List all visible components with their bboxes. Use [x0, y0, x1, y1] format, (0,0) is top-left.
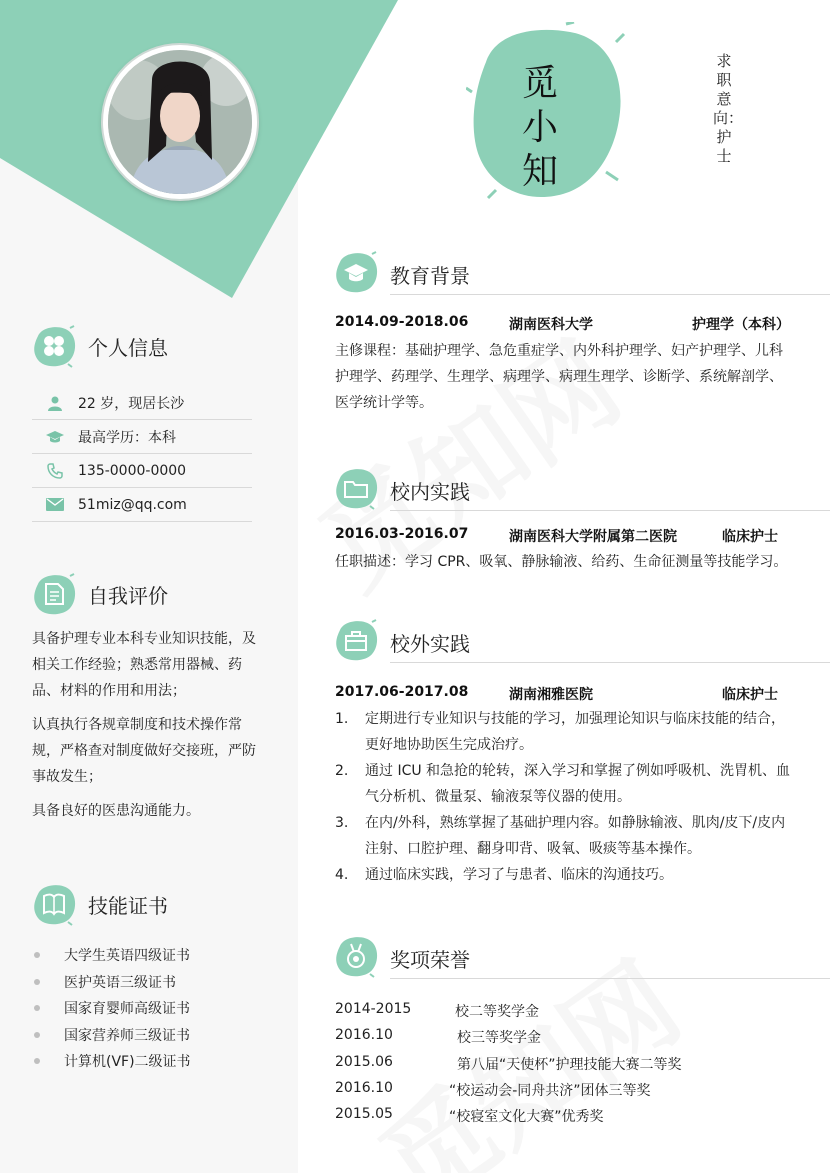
cert-text: 国家育婴师高级证书	[64, 1001, 190, 1018]
user-icon	[47, 395, 63, 411]
award-date: 2016.10	[335, 1027, 393, 1044]
item-number: 1.	[335, 711, 349, 727]
personal-info-heading	[32, 324, 168, 368]
certificates-heading	[32, 882, 168, 926]
list-item	[32, 1048, 191, 1075]
email-icon	[46, 498, 64, 511]
avatar	[103, 45, 257, 199]
award-row	[335, 998, 795, 1024]
school: 湖南医科大学	[509, 317, 593, 333]
info-phone	[32, 454, 252, 488]
divider	[390, 510, 830, 511]
section-title: 校外实践	[390, 632, 470, 656]
award-date: 2015.06	[335, 1053, 393, 1070]
award-name: “校寝室文化大赛”优秀奖	[449, 1109, 604, 1126]
name-char: 小	[521, 107, 558, 148]
heading-blob	[32, 324, 76, 368]
list-item	[32, 969, 191, 996]
courses: 主修课程：基础护理学、急危重症学、内外科护理学、妇产护理学、儿科护理学、药理学、生理学、病理学、病理生理学、诊断学、系统解剖学、医学统计学等。	[335, 343, 783, 411]
person-name	[518, 62, 562, 194]
name-char: 知	[521, 151, 558, 192]
item-number: 3.	[335, 815, 349, 831]
bullet-icon	[34, 952, 40, 958]
heading-blob	[32, 882, 76, 926]
list-item	[335, 706, 795, 758]
heading-blob	[334, 466, 378, 510]
self-evaluation-text	[32, 626, 264, 832]
campus-description: 任职描述：学习 CPR、吸氧、静脉输液、给药、生命征测量等技能学习。	[335, 554, 788, 570]
organization: 湖南医科大学附属第二医院	[509, 529, 677, 545]
graduation-cap-icon	[334, 250, 378, 294]
organization: 湖南湘雅医院	[509, 687, 593, 703]
bullet-icon	[34, 979, 40, 985]
paragraph: 具备护理专业本科专业知识技能，及相关工作经验；熟悉常用器械、药品、材料的作用和用法；	[32, 631, 256, 699]
section-title: 自我评价	[88, 583, 168, 608]
list-item	[335, 862, 795, 888]
info-age	[32, 386, 252, 420]
item-text: 定期进行专业知识与技能的学习，加强理论知识与临床技能的结合，更好地协助医生完成治疗。	[365, 711, 785, 753]
portrait-icon	[108, 50, 252, 194]
section-title: 技能证书	[88, 893, 168, 918]
award-name: 第八届“天使杯”护理技能大赛二等奖	[457, 1056, 682, 1073]
awards-list	[335, 998, 795, 1129]
section-title: 奖项荣誉	[390, 948, 470, 972]
list-item	[32, 942, 191, 969]
cert-text: 国家营养师三级证书	[64, 1027, 190, 1044]
external-practice-heading	[334, 618, 830, 666]
education-row	[335, 314, 795, 336]
personal-info-list	[32, 386, 252, 522]
award-name: 校二等奖学金	[455, 1004, 539, 1020]
role: 临床护士	[722, 687, 778, 703]
divider	[390, 294, 830, 295]
info-text: 51miz@qq.com	[78, 496, 187, 513]
campus-row	[335, 526, 795, 548]
info-education	[32, 420, 252, 454]
info-text: 最高学历：本科	[78, 429, 176, 446]
list-item	[32, 995, 191, 1022]
period: 2016.03-2016.07	[335, 526, 469, 542]
job-intent: 求职意向：护士	[713, 52, 744, 165]
education-heading	[334, 250, 830, 298]
section-title: 校内实践	[390, 480, 470, 504]
heading-blob	[334, 934, 378, 978]
award-row	[335, 1077, 795, 1103]
heading-blob	[32, 572, 76, 616]
award-name: “校运动会-同舟共济”团体三等奖	[449, 1082, 651, 1099]
heading-blob	[334, 618, 378, 662]
campus-practice-heading	[334, 466, 830, 514]
award-date: 2016.10	[335, 1079, 393, 1096]
section-title: 教育背景	[390, 264, 470, 288]
list-item	[32, 1022, 191, 1049]
cert-text: 计算机(VF)二级证书	[64, 1054, 191, 1071]
grid-icon	[32, 324, 76, 368]
document-edit-icon	[32, 572, 76, 616]
medal-icon	[334, 934, 378, 978]
award-date: 2015.05	[335, 1106, 393, 1123]
role: 临床护士	[722, 529, 778, 545]
award-name: 校三等奖学金	[457, 1030, 541, 1047]
period: 2017.06-2017.08	[335, 684, 469, 700]
cert-text: 医护英语三级证书	[64, 974, 176, 991]
list-item	[335, 758, 795, 810]
major: 护理学（本科）	[692, 317, 790, 333]
cert-text: 大学生英语四级证书	[64, 948, 190, 965]
divider	[390, 662, 830, 663]
external-duties-list	[335, 706, 795, 888]
bullet-icon	[34, 1032, 40, 1038]
info-text: 22 岁，现居长沙	[78, 395, 185, 412]
awards-heading	[334, 934, 830, 982]
info-text: 135-0000-0000	[78, 462, 187, 479]
external-row	[335, 684, 795, 706]
bullet-icon	[34, 1058, 40, 1064]
item-number: 4.	[335, 867, 349, 883]
list-item	[335, 810, 795, 862]
item-text: 通过临床实践，学习了与患者、临床的沟通技巧。	[365, 867, 673, 883]
bullet-icon	[34, 1005, 40, 1011]
certificate-list	[32, 942, 191, 1075]
item-number: 2.	[335, 763, 349, 779]
award-row	[335, 1103, 795, 1129]
award-row	[335, 1051, 795, 1077]
self-evaluation-heading	[32, 572, 168, 616]
paragraph: 具备良好的医患沟通能力。	[32, 803, 200, 819]
folder-icon	[334, 466, 378, 510]
divider	[390, 978, 830, 979]
section-title: 个人信息	[88, 335, 168, 360]
heading-blob	[334, 250, 378, 294]
graduation-cap-icon	[46, 429, 64, 445]
item-text: 在内/外科，熟练掌握了基础护理内容。如静脉输液、肌肉/皮下/皮内注射、口腔护理、翻身叩背、吸氧、吸痰等基本操作。	[365, 815, 786, 857]
book-icon	[32, 882, 76, 926]
award-date: 2014-2015	[335, 1001, 412, 1017]
info-email[interactable]	[32, 488, 252, 522]
period: 2014.09-2018.06	[335, 314, 469, 330]
name-char: 觅	[521, 63, 558, 104]
phone-icon	[47, 463, 63, 479]
briefcase-icon	[334, 618, 378, 662]
award-row	[335, 1024, 795, 1050]
name-block	[466, 22, 626, 202]
paragraph: 认真执行各规章制度和技术操作常规，严格查对制度做好交接班，严防事故发生；	[32, 717, 256, 785]
item-text: 通过 ICU 和急抢的轮转，深入学习和掌握了例如呼吸机、洗胃机、血气分析机、微量泵、输液泵等仪器的使用。	[365, 763, 791, 805]
